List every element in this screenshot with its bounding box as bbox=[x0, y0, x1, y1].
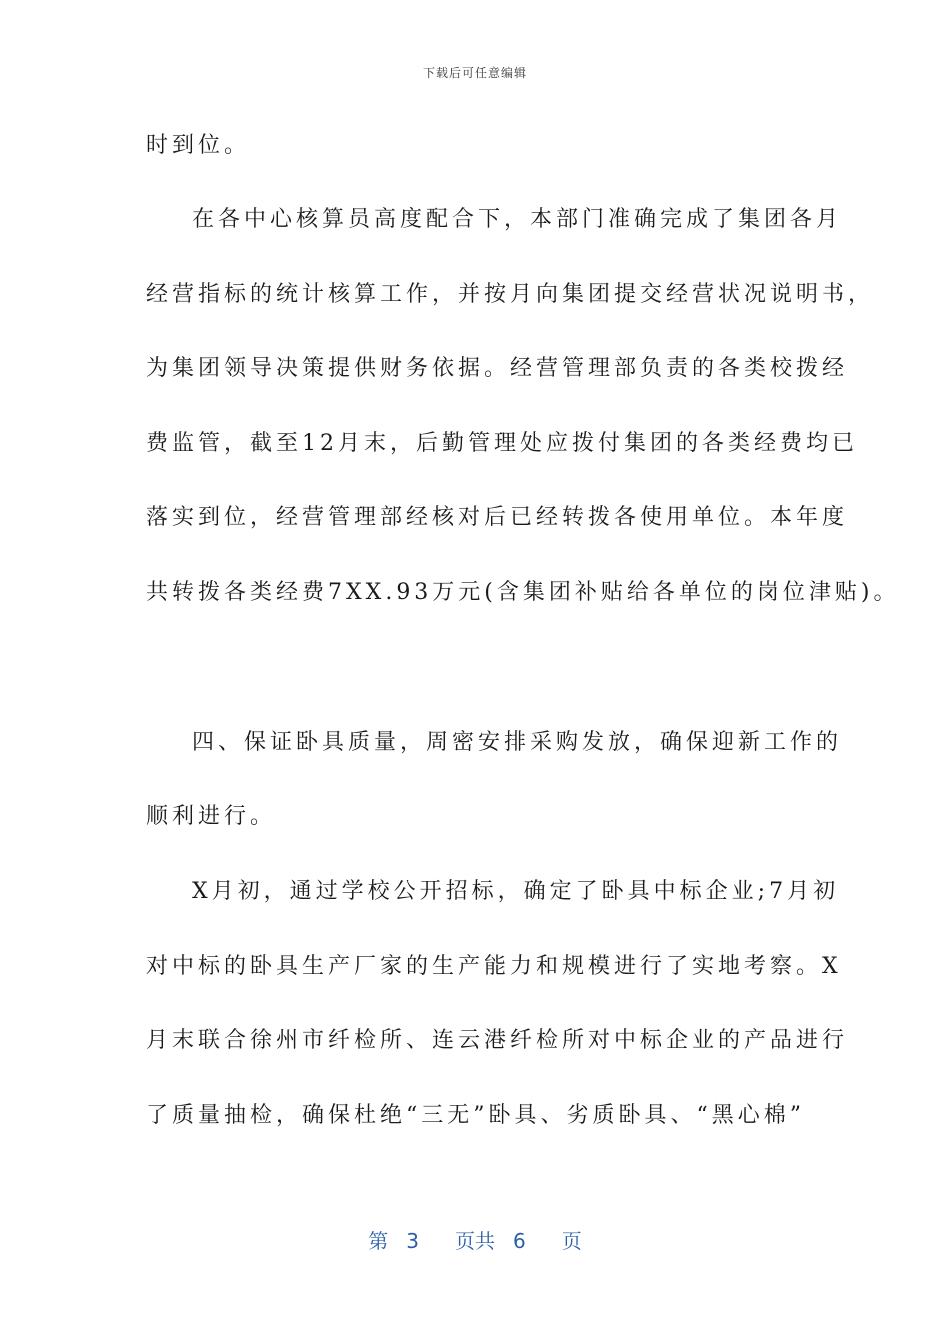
footer-prefix: 第 bbox=[368, 1229, 389, 1253]
current-page-number: 3 bbox=[406, 1229, 419, 1253]
paragraph-line: 月末联合徐州市纤检所、连云港纤检所对中标企业的产品进行 bbox=[146, 1028, 849, 1053]
paragraph-line: 为集团领导决策提供财务依据。经营管理部负责的各类校拨经 bbox=[146, 356, 849, 381]
paragraph-line: 对中标的卧具生产厂家的生产能力和规模进行了实地考察。X bbox=[146, 954, 842, 979]
footer-mid: 页共 bbox=[455, 1229, 495, 1253]
section-heading-line: 顺利进行。 bbox=[146, 804, 277, 829]
header-note: 下载后可任意编辑 bbox=[422, 66, 527, 80]
paragraph-line: 时到位。 bbox=[146, 133, 251, 158]
paragraph-line: 费监管，截至12月末，后勤管理处应拨付集团的各类经费均已 bbox=[146, 431, 858, 456]
total-pages-number: 6 bbox=[513, 1229, 526, 1253]
footer-suffix: 页 bbox=[561, 1229, 582, 1253]
paragraph-line: 经营指标的统计核算工作，并按月向集团提交经营状况说明书， bbox=[146, 282, 875, 307]
paragraph-line: 在各中心核算员高度配合下，本部门准确完成了集团各月 bbox=[192, 207, 843, 232]
paragraph-line: 了质量抽检，确保杜绝“三无”卧具、劣质卧具、“黑心棉” bbox=[146, 1103, 805, 1128]
paragraph-line: 共转拨各类经费7XX.93万元(含集团补贴给各单位的岗位津贴)。 bbox=[146, 580, 900, 605]
paragraph-line: X月初，通过学校公开招标，确定了卧具中标企业;7月初 bbox=[192, 879, 840, 904]
paragraph-line: 落实到位，经营管理部经核对后已经转拨各使用单位。本年度 bbox=[146, 505, 849, 530]
section-heading-line: 四、保证卧具质量，周密安排采购发放，确保迎新工作的 bbox=[192, 730, 843, 755]
page-footer bbox=[0, 1225, 950, 1254]
